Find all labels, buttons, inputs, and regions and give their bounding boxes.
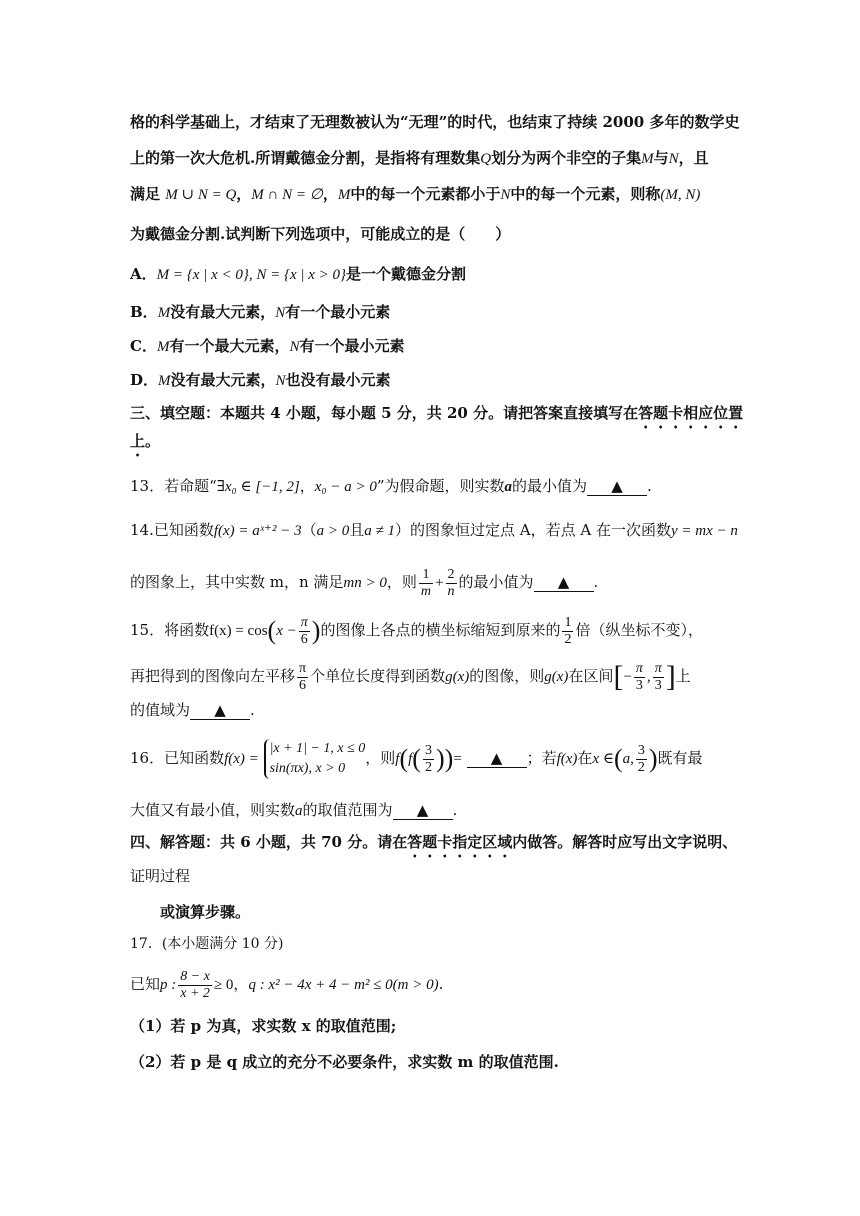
piecewise-function: |x + 1| − 1, x ≤ 0 sin(πx), x > 0 — [264, 739, 366, 779]
section-4-line-3: 或演算步骤。 — [160, 903, 251, 921]
fraction: $\frac{2}{n}$ — [447, 566, 455, 599]
question-17-statement: 已知p : $\frac{8 - x}{x + 2}$ ≥ 0，q : x² − 4x + 4 − m² ≤ 0(m > 0). — [130, 968, 444, 1001]
fraction: $\frac{1}{m}$ — [420, 566, 432, 599]
q12-option-b: B．M没有最大元素，N有一个最小元素 — [130, 303, 391, 321]
answer-blank: ▲ — [587, 477, 647, 496]
question-14-line-2: 的图象上，其中实数 m，n 满足mn > 0，则 $\frac{1}{m}$ + $\frac{2}{n}$ 的最小值为 ▲ . — [130, 566, 599, 599]
question-13: 13．若命题“∃x₀ ∈ [−1, 2]，x₀ − a > 0”为假命题，则实数a的最小值为 ▲ . — [130, 477, 652, 495]
question-15-line-3: 的值域为 ▲ . — [130, 701, 255, 719]
answer-blank: ▲ — [190, 701, 250, 720]
q12-option-c: C．M有一个最大元素，N有一个最小元素 — [130, 337, 405, 355]
q12-line-1: 格的科学基础上，才结束了无理数被认为“无理”的时代，也结束了持续 2000 多年的数学史 — [130, 113, 740, 131]
q12-line-3: 满足 M ∪ N = Q，M ∩ N = ∅，M中的每一个元素都小于N中的每一个元素，则称(M, N) — [130, 185, 701, 203]
q12-line-2: 上的第一次大危机.所谓戴德金分割，是指将有理数集Q划分为两个非空的子集M与N，且 — [130, 149, 709, 167]
section-4-title: 四、解答题：共 6 小题，共 70 分。请在答题卡指定区域内做答。解答时应写出文字说明、 — [130, 833, 738, 851]
question-15-line-2: 再把得到的图像向左平移 $\frac{\pi}{6}$ 个单位长度得到函数g(x)的图像，则g(x)在区间[− $\frac{\pi}{3}$ , $\frac{\pi}{3}$ ]上 — [130, 660, 691, 693]
answer-blank: ▲ — [467, 749, 527, 768]
question-17-header: 17．(本小题满分 10 分) — [130, 936, 284, 952]
question-14-line-1: 14.已知函数f(x) = aˣ⁺² − 3（a > 0且a ≠ 1）的图象恒过定点 A，若点 A 在一次函数y = mx − n — [130, 521, 738, 539]
q12-option-d: D．M没有最大元素，N也没有最小元素 — [130, 371, 391, 389]
question-15-line-1: 15．将函数f(x) = cos(x − $\frac{\pi}{6}$ )的图像上各点的横坐标缩短到原来的 $\frac{1}{2}$ 倍（纵坐标不变）， — [130, 614, 703, 647]
question-17-part-1: （1）若 p 为真，求实数 x 的取值范围; — [130, 1017, 397, 1035]
question-16-line-2: 大值又有最小值，则实数a的取值范围为 ▲ . — [130, 801, 458, 819]
q12-option-a: A．M = {x | x < 0}, N = {x | x > 0}是一个戴德金分割 — [130, 265, 467, 283]
section-3-title-cont: 上。 — [130, 432, 161, 450]
answer-blank: ▲ — [393, 801, 453, 820]
answer-blank: ▲ — [534, 573, 594, 592]
question-17-part-2: （2）若 p 是 q 成立的充分不必要条件，求实数 m 的取值范围. — [130, 1053, 559, 1071]
section-4-line-2: 证明过程 — [130, 867, 191, 885]
section-3-title: 三、填空题：本题共 4 小题，每小题 5 分，共 20 分。请把答案直接填写在答题卡相应位置 — [130, 404, 744, 422]
q12-line-4: 为戴德金分割.试判断下列选项中，可能成立的是（ ） — [130, 225, 511, 243]
question-16-line-1: 16．已知函数f(x) = |x + 1| − 1, x ≤ 0 sin(πx), x > 0 ，则f(f( $\frac{3}{2}$ ))= ▲ ；若f(x)在x ∈(a, $\frac{3}{2}$ )既有最 — [130, 736, 703, 781]
